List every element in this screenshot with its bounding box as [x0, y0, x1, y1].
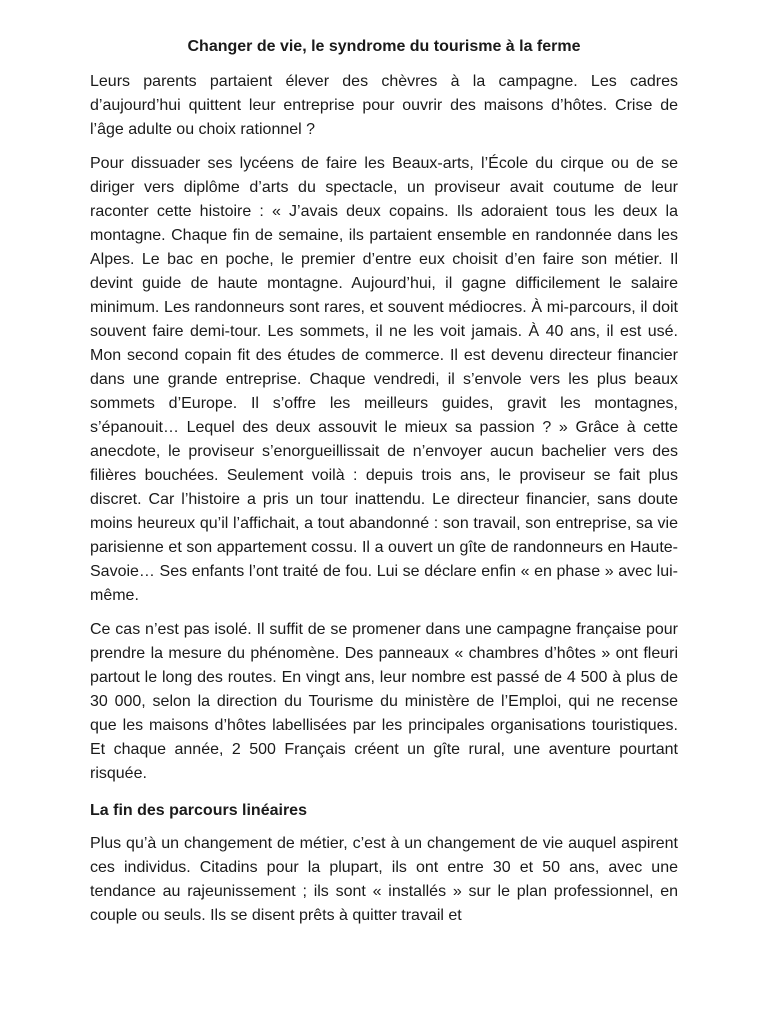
document-page — [90, 36, 678, 938]
body-paragraph-2: Ce cas n’est pas isolé. Il suffit de se promener dans une campagne française pour prendre la mesure du phénomène. Des panneaux « chambres d’hôtes » ont fleuri partout le long des routes. En vingt ans, leur nombre est passé de 4 500 à plus de 30 000, selon la direction du Tourisme du ministère de l’Emploi, qui ne recense que les maisons d’hôtes labellisées par les principales organisations touristiques. Et chaque année, 2 500 Français créent un gîte rural, une aventure pourtant risquée. — [90, 621, 678, 782]
section-heading: La fin des parcours linéaires — [90, 802, 307, 819]
intro-paragraph: Leurs parents partaient élever des chèvres à la campagne. Les cadres d’aujourd’hui quittent leur entreprise pour ouvrir des maisons d’hôtes. Crise de l’âge adulte ou choix rationnel ? — [90, 73, 678, 138]
document-title: Changer de vie, le syndrome du tourisme à la ferme — [187, 38, 581, 55]
body-paragraph-3: Plus qu’à un changement de métier, c’est à un changement de vie auquel aspirent ces individus. Citadins pour la plupart, ils ont entre 30 et 50 ans, avec une tendance au rajeunissement ; ils sont « installés » sur le plan professionnel, en couple ou seuls. Ils se disent prêts à quitter travail et — [90, 835, 678, 924]
body-paragraph-1: Pour dissuader ses lycéens de faire les Beaux-arts, l’École du cirque ou de se diriger vers diplôme d’arts du spectacle, un proviseur avait coutume de leur raconter cette histoire : « J’avais deux copains. Ils adoraient tous les deux la montagne. Chaque fin de semaine, ils partaient ensemble en randonnée dans les Alpes. Le bac en poche, le premier d’entre eux choisit d’en faire son métier. Il devint guide de haute montagne. Aujourd’hui, il gagne difficilement le salaire minimum. Les randonneurs sont rares, et souvent médiocres. À mi-parcours, il doit souvent faire demi-tour. Les sommets, il ne les voit jamais. À 40 ans, il est usé. Mon second copain fit des études de commerce. Il est devenu directeur financier dans une grande entreprise. Chaque vendredi, il s’envole vers les plus beaux sommets d’Europe. Il s’offre les meilleurs guides, gravit les montagnes, s’épanouit… Lequel des deux assouvit le mieux sa passion ? » Grâce à cette anecdote, le proviseur s’enorgueillissait de n’envoyer aucun bachelier vers des filières bouchées. Seulement voilà : depuis trois ans, le proviseur se fait plus discret. Car l’histoire a pris un tour inattendu. Le directeur financier, sans doute moins heureux qu’il l’affichait, a tout abandonné : son travail, son entreprise, sa vie parisienne et son appartement cossu. Il a ouvert un gîte de randonneurs en Haute-Savoie… Ses enfants l’ont traité de fou. Lui se déclare enfin « en phase » avec lui-même. — [90, 155, 678, 604]
